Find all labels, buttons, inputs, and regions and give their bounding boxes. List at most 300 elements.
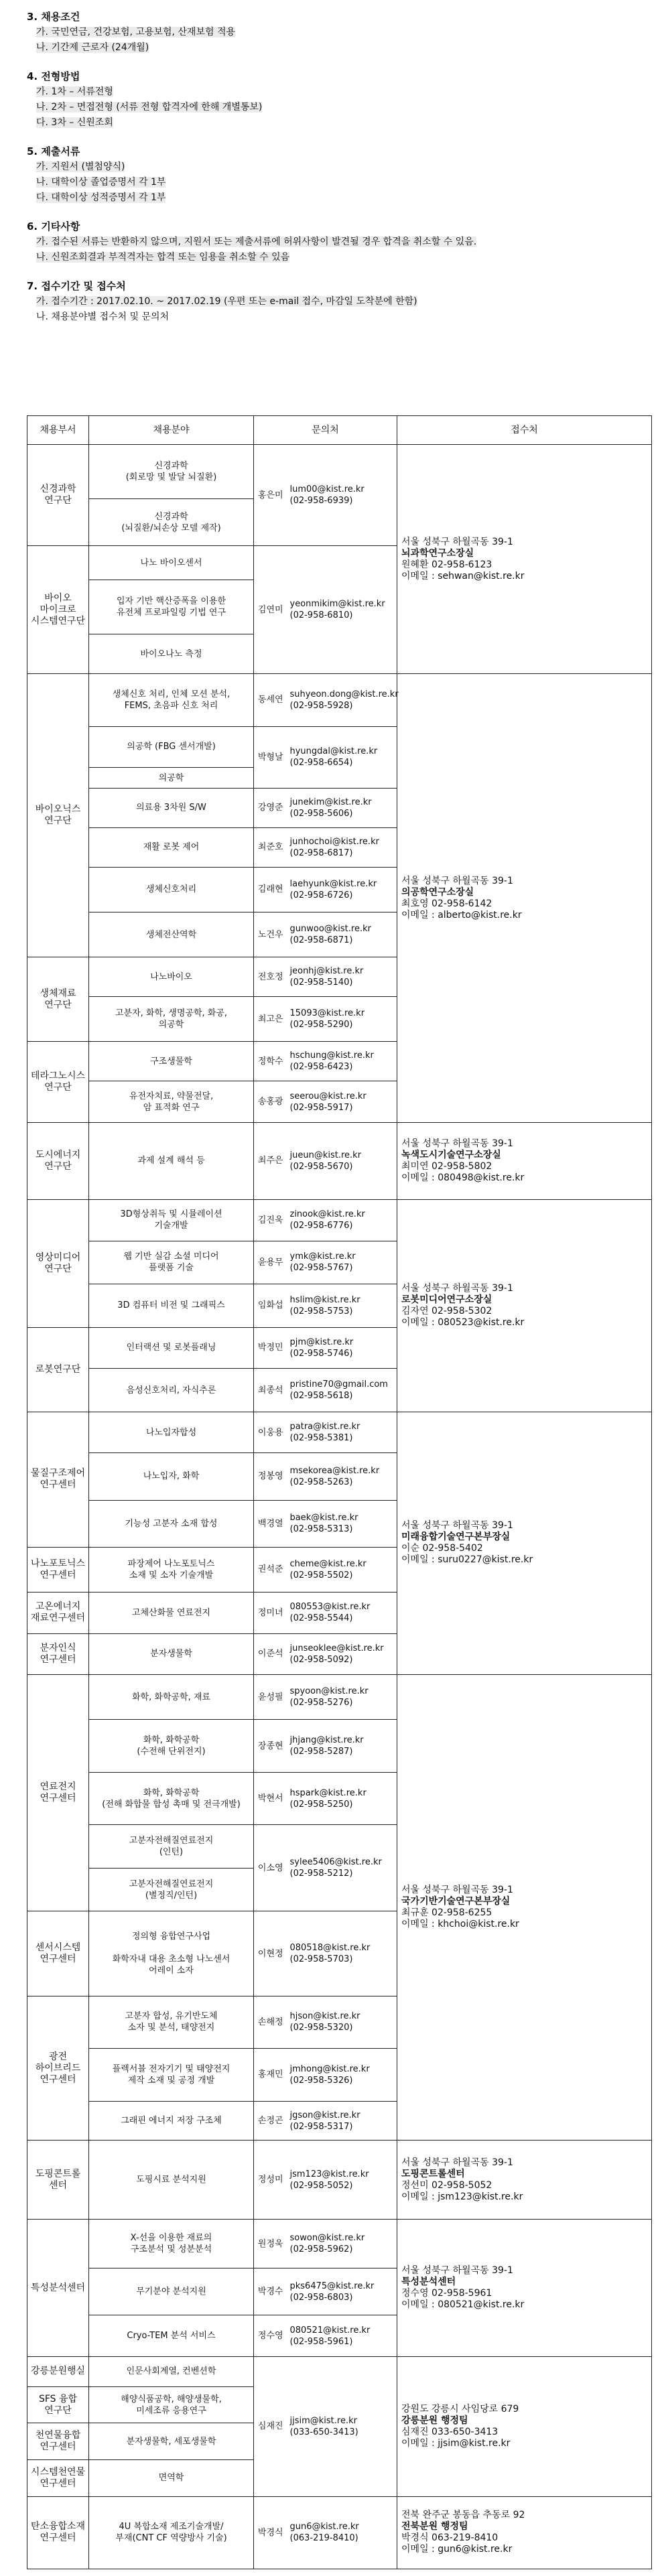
section-line: 가. 지원서 (별첨양식) [36, 161, 125, 172]
contact-phone: (02-958-6939) [289, 496, 353, 506]
dept-name: 특성분석센터 [27, 2220, 89, 2357]
contact-info [287, 1500, 397, 1547]
receiving-place [397, 2220, 652, 2357]
recruit-field: 생체신호처리 [89, 867, 254, 912]
section-title: 7. 접수기간 및 접수처 [27, 280, 126, 292]
place-person: 박경식 063-219-8410 [401, 2532, 499, 2544]
contact-name: 이소영 [254, 1825, 287, 1911]
section-application [27, 279, 643, 325]
recruit-field: 과제 설계 해석 등 [89, 1123, 254, 1200]
contact-email[interactable]: laehyunk@kist.re.kr [289, 878, 377, 889]
dept-name: 도시에너지 연구단 [27, 1123, 89, 1200]
contact-name: 최고은 [254, 997, 287, 1042]
contact-email[interactable]: junhochoi@kist.re.kr [289, 836, 379, 847]
header-dept: 채용부서 [27, 416, 89, 445]
contact-info [287, 674, 397, 727]
contact-phone: (02-958-5670) [289, 1161, 353, 1172]
contact-name: 정미녀 [254, 1592, 287, 1633]
contact-phone: (02-958-5092) [289, 1654, 353, 1665]
dept-name: 시스템천연물 연구센터 [27, 2460, 89, 2497]
section-line: 가. 접수기간 : 2017.02.10. ~ 2017.02.19 (우편 또는 e-mail 접수, 마감일 도착분에 한함) [36, 296, 417, 307]
contact-email[interactable]: spyoon@kist.re.kr [289, 1686, 369, 1697]
contact-name: 노건우 [254, 912, 287, 957]
recruit-field: 기능성 고분자 소재 합성 [89, 1500, 254, 1547]
section-title: 5. 제출서류 [27, 145, 80, 157]
place-org: 의공학연구소장실 [401, 886, 474, 898]
dept-name: 로봇연구단 [27, 1327, 89, 1412]
table-header-row [27, 416, 652, 445]
contact-info [287, 867, 397, 912]
contact-email[interactable]: jhjang@kist.re.kr [289, 1735, 364, 1746]
place-person: 심재진 033-650-3413 [401, 2426, 499, 2437]
place-org: 녹색도시기술연구소장실 [401, 1149, 501, 1160]
contact-info [287, 1284, 397, 1327]
table-row [27, 1412, 652, 1453]
dept-name: 테라그노시스 연구단 [27, 1042, 89, 1123]
dept-name: 바이오 마이크로 시스템연구단 [27, 546, 89, 674]
section-line: 가. 국민연금, 건강보험, 고용보험, 산재보험 적용 [36, 27, 236, 38]
contact-email[interactable]: lum00@kist.re.kr [289, 484, 365, 495]
dept-name: 바이오닉스 연구단 [27, 674, 89, 957]
section-line: 다. 3차 – 신원조회 [36, 117, 113, 128]
contact-name: 이준석 [254, 1633, 287, 1675]
table-body [27, 445, 652, 2569]
contact-info [287, 1675, 397, 1720]
place-person: 정선미 02-958-5052 [401, 2179, 492, 2191]
contact-email[interactable]: junekim@kist.re.kr [289, 797, 372, 807]
contact-email[interactable]: pks6475@kist.re.kr [289, 2281, 375, 2291]
dept-name: 광전 하이브리드 연구센터 [27, 1996, 89, 2141]
dept-name: 나노포토닉스 연구센터 [27, 1547, 89, 1592]
contact-name: 이현정 [254, 1911, 287, 1996]
contact-phone: (02-958-6423) [289, 1062, 353, 1073]
place-person: 이순 02-958-5402 [401, 1543, 483, 1554]
contact-phone: (02-958-5703) [289, 1954, 353, 1965]
contact-name: 심재진 [254, 2356, 287, 2496]
recruit-field: 고분자 합성, 유기반도체 소자 및 분석, 태양전지 [89, 1996, 254, 2049]
contact-info [287, 2315, 397, 2357]
contact-phone: (02-958-5317) [289, 2121, 353, 2132]
table-row [27, 1675, 652, 1720]
place-address: 서울 성북구 하월곡동 39-1 [401, 1138, 513, 1149]
table-row [27, 2496, 652, 2569]
table-row [27, 2220, 652, 2268]
contact-name: 동세연 [254, 674, 287, 727]
contact-phone: (02-958-5381) [289, 1433, 353, 1444]
contact-phone: (02-958-6817) [289, 848, 353, 858]
contact-phone: (02-958-5502) [289, 1570, 353, 1580]
contact-name: 윤성필 [254, 1675, 287, 1720]
contact-info [287, 1592, 397, 1633]
contact-phone: (02-958-5753) [289, 1306, 353, 1316]
place-org: 특성분석센터 [401, 2277, 456, 2288]
contact-name: 정봉영 [254, 1453, 287, 1500]
place-org: 뇌과학연구소장실 [401, 547, 474, 559]
dept-name: 천연물융합 연구센터 [27, 2423, 89, 2460]
recruit-field: 4U 복합소재 제조기술개발/ 부재(CNT CF 역량방사 기술) [89, 2496, 254, 2569]
contact-email[interactable]: seerou@kist.re.kr [289, 1091, 367, 1101]
contact-info [287, 2049, 397, 2102]
contact-phone: (02-958-6726) [289, 890, 353, 900]
contact-name: 손해정 [254, 1996, 287, 2049]
place-person: 최호영 02-958-6142 [401, 898, 492, 909]
place-address: 서울 성북구 하월곡동 39-1 [401, 536, 513, 547]
section-title: 6. 기타사항 [27, 220, 80, 232]
contact-info [287, 1081, 397, 1123]
receiving-place [397, 2141, 652, 2220]
contact-email[interactable]: baek@kist.re.kr [289, 1513, 358, 1523]
contact-info [287, 1825, 397, 1911]
contact-email[interactable]: 15093@kist.re.kr [289, 1008, 365, 1019]
dept-name: 연료전지 연구센터 [27, 1675, 89, 1911]
contact-phone: (02-958-5290) [289, 1020, 353, 1030]
contact-email[interactable]: sowon@kist.re.kr [289, 2233, 365, 2244]
contact-info [287, 827, 397, 867]
contact-email[interactable]: msekorea@kist.re.kr [289, 1465, 380, 1476]
recruit-field: 나노바이오 [89, 957, 254, 997]
table-row [27, 2141, 652, 2220]
contact-info [287, 2496, 397, 2569]
contact-info [287, 2101, 397, 2141]
place-email[interactable]: 이메일 : 080521@kist.re.kr [401, 2299, 525, 2311]
contact-info [287, 1042, 397, 1081]
contact-email[interactable]: yeonmikim@kist.re.kr [289, 599, 385, 610]
contact-info [287, 1241, 397, 1284]
table-row [27, 1199, 652, 1241]
section-line: 나. 대학이상 졸업증명서 각 1부 [36, 177, 166, 188]
contact-info [287, 726, 397, 789]
contact-email[interactable]: zinook@kist.re.kr [289, 1209, 365, 1220]
contact-phone: (02-958-5767) [289, 1263, 353, 1274]
contact-info [287, 1327, 397, 1369]
place-address: 강원도 강릉시 사임당로 679 [401, 2403, 519, 2415]
place-email[interactable]: 이메일 : gun6@kist.re.kr [401, 2544, 513, 2555]
contact-info [287, 1412, 397, 1453]
table-row [27, 445, 652, 499]
contact-phone: (02-958-5928) [289, 700, 353, 711]
section-title: 3. 채용조건 [27, 11, 80, 23]
dept-name: 신경과학 연구단 [27, 445, 89, 546]
contact-info [287, 1720, 397, 1773]
contact-email[interactable]: 080518@kist.re.kr [289, 1943, 371, 1954]
place-org: 로봇미디어연구소장실 [401, 1294, 492, 1305]
contact-name: 홍재민 [254, 2049, 287, 2102]
recruit-field: 고분자, 화학, 생명공학, 화공, 의공학 [89, 997, 254, 1042]
place-address: 서울 성북구 하월곡동 39-1 [401, 1520, 513, 1532]
recruit-field: X-선을 이용한 재료의 구조분석 및 성분분석 [89, 2220, 254, 2268]
contact-name: 김래현 [254, 867, 287, 912]
place-email[interactable]: 이메일 : suru0227@kist.re.kr [401, 1554, 533, 1566]
contact-name: 윤용무 [254, 1241, 287, 1284]
place-email[interactable]: 이메일 : jjsim@kist.re.kr [401, 2437, 511, 2449]
section-line: 나. 2차 – 면접전형 (서류 전형 합격자에 한해 개별통보) [36, 102, 263, 113]
section-line: 나. 채용분야별 접수처 및 문의처 [36, 312, 170, 322]
contact-name: 박현서 [254, 1772, 287, 1825]
dept-name: 물질구조제어 연구센터 [27, 1412, 89, 1547]
contact-phone: (02-958-5287) [289, 1747, 353, 1757]
place-org: 미래융합기술연구본부장실 [401, 1532, 511, 1543]
contact-phone: (02-958-6654) [289, 758, 353, 768]
contact-info [287, 546, 397, 674]
contact-name: 장종현 [254, 1720, 287, 1773]
place-email[interactable]: 이메일 : alberto@kist.re.kr [401, 909, 522, 921]
section-line: 다. 대학이상 성적증명서 각 1부 [36, 192, 166, 203]
contact-name: 정학수 [254, 1042, 287, 1081]
recruit-field: 나노입자, 화학 [89, 1453, 254, 1500]
dept-name: 강릉분원행실 [27, 2356, 89, 2386]
place-email[interactable]: 이메일 : 080523@kist.re.kr [401, 1316, 525, 1328]
contact-email[interactable]: 080553@kist.re.kr [289, 1602, 371, 1613]
section-line: 가. 접수된 서류는 반환하지 않으며, 지원서 또는 제출서류에 허위사항이 발견될 경우 합격을 취소할 수 있음. [36, 236, 477, 247]
section-title: 4. 전형방법 [27, 70, 80, 82]
recruit-field: 바이오나노 측정 [89, 634, 254, 674]
recruit-field: 그래핀 에너지 저장 구조체 [89, 2101, 254, 2141]
place-org: 강릉분원 행정팀 [401, 2415, 468, 2426]
place-address: 서울 성북구 하월곡동 39-1 [401, 2265, 513, 2277]
section-selection [27, 69, 643, 131]
contact-name: 정성미 [254, 2141, 287, 2220]
recruit-field: 무기분야 분석지원 [89, 2268, 254, 2315]
contact-name: 박형날 [254, 726, 287, 789]
place-email[interactable]: 이메일 : jsm123@kist.re.kr [401, 2191, 523, 2202]
recruit-field: 플렉서블 전자기기 및 태양전지 제작 소재 및 공정 개발 [89, 2049, 254, 2102]
receiving-place [397, 2356, 652, 2496]
place-person: 김자연 02-958-5302 [401, 1305, 492, 1316]
contact-email[interactable]: jeonhj@kist.re.kr [289, 966, 364, 977]
contact-email[interactable]: cheme@kist.re.kr [289, 1558, 367, 1569]
recruitment-table [27, 415, 652, 2569]
recruit-field: 화학, 화학공학, 재료 [89, 1675, 254, 1720]
recruit-field: 생체전산역학 [89, 912, 254, 957]
contact-email[interactable]: jueun@kist.re.kr [289, 1150, 362, 1160]
recruit-field: 도핑시료 분석지원 [89, 2141, 254, 2220]
contact-info [287, 1123, 397, 1200]
contact-name: 전호정 [254, 957, 287, 997]
section-line: 나. 기간제 근로자 (24개월) [36, 42, 149, 53]
recruit-field: 유전자치료, 약물전달, 암 표적화 연구 [89, 1081, 254, 1123]
receiving-place [397, 674, 652, 1123]
place-person: 정수영 02-958-5961 [401, 2288, 492, 2299]
recruit-field: 의공학 [89, 768, 254, 789]
recruit-field: 재활 로봇 제어 [89, 827, 254, 867]
contact-info [287, 2356, 397, 2496]
contact-phone: (02-958-6803) [289, 2292, 353, 2303]
recruit-field: 화학, 화학공학 (전해 화합물 합성 촉매 및 전극개발) [89, 1772, 254, 1825]
contact-email[interactable]: gunwoo@kist.re.kr [289, 924, 371, 935]
recruit-field: 3D형상취득 및 시뮬레이션 기술개발 [89, 1199, 254, 1241]
section-conditions [27, 9, 643, 56]
dept-name: 센서시스템 연구센터 [27, 1911, 89, 1996]
contact-phone: (02-958-5917) [289, 1102, 353, 1113]
contact-phone: (02-958-5140) [289, 977, 353, 988]
dept-name: 생체재료 연구단 [27, 957, 89, 1042]
contact-email[interactable]: hyungdal@kist.re.kr [289, 746, 378, 757]
receiving-place [397, 1123, 652, 1200]
contact-name: 정수영 [254, 2315, 287, 2357]
contact-email[interactable]: jjsim@kist.re.kr [289, 2415, 357, 2426]
recruit-field: 의료용 3차원 S/W [89, 789, 254, 828]
recruit-field: 고분자전해질연료전지 (인턴) [89, 1825, 254, 1868]
dept-name: 고온에너지 재료연구센터 [27, 1592, 89, 1633]
contact-email[interactable]: jmhong@kist.re.kr [289, 2063, 370, 2074]
receiving-place [397, 445, 652, 674]
recruit-field: 분자생물학, 세포생물학 [89, 2423, 254, 2460]
recruit-field: 음성신호처리, 자식추론 [89, 1369, 254, 1412]
contact-phone: (02-958-6776) [289, 1221, 353, 1231]
recruit-field: 나노 바이오센서 [89, 546, 254, 580]
contact-phone: (02-958-6871) [289, 935, 353, 946]
contact-name: 최주은 [254, 1123, 287, 1200]
recruit-field: 입자 기반 핵산증폭을 이용한 유전체 프로파일링 기법 연구 [89, 580, 254, 634]
contact-name: 김진욱 [254, 1199, 287, 1241]
recruit-field: 분자생물학 [89, 1633, 254, 1675]
header-contact: 문의처 [254, 416, 397, 445]
place-org: 국가기반기술연구본부장실 [401, 1896, 511, 1907]
contact-name: 권석준 [254, 1547, 287, 1592]
contact-email[interactable]: pristine70@gmail.com [289, 1379, 388, 1389]
contact-info [287, 912, 397, 957]
contact-email[interactable]: junseoklee@kist.re.kr [289, 1643, 384, 1653]
contact-info [287, 1772, 397, 1825]
contact-email[interactable]: jgson@kist.re.kr [289, 2110, 360, 2120]
contact-name: 이웅용 [254, 1412, 287, 1453]
contact-phone: (02-958-5326) [289, 2075, 353, 2086]
contact-info [287, 1199, 397, 1241]
contact-phone: (02-958-5263) [289, 1477, 353, 1487]
recruit-field: Cryo-TEM 분석 서비스 [89, 2315, 254, 2357]
contact-name: 박정민 [254, 1327, 287, 1369]
place-org: 도핑콘트롤센터 [401, 2168, 465, 2179]
contact-name: 김연미 [254, 546, 287, 674]
contact-phone: (02-958-5052) [289, 2180, 353, 2191]
recruit-field: 고체산화물 연료전지 [89, 1592, 254, 1633]
contact-info [287, 1547, 397, 1592]
contact-phone: (033-650-3413) [289, 2427, 358, 2437]
place-email[interactable]: 이메일 : khchoi@kist.re.kr [401, 1919, 519, 1930]
receiving-place [397, 1199, 652, 1412]
contact-name: 임화섭 [254, 1284, 287, 1327]
section-line: 나. 신원조회결과 부적격자는 합격 또는 임용을 취소할 수 있음 [36, 252, 290, 263]
recruit-field: 의공학 (FBG 센서개발) [89, 726, 254, 768]
contact-email[interactable]: hjson@kist.re.kr [289, 2011, 360, 2022]
contact-info [287, 1633, 397, 1675]
contact-email[interactable]: patra@kist.re.kr [289, 1422, 360, 1432]
place-address: 서울 성북구 하월곡동 39-1 [401, 875, 513, 886]
recruit-field: 고분자전해질연료전지 (별정직/인턴) [89, 1868, 254, 1911]
contact-name: 박경식 [254, 2496, 287, 2569]
table-row [27, 2356, 652, 2386]
contact-phone: (02-958-5276) [289, 1698, 353, 1708]
contact-phone: (02-958-5961) [289, 2336, 353, 2347]
contact-phone: (02-958-5320) [289, 2023, 353, 2033]
section-line: 가. 1차 – 서류전형 [36, 86, 113, 97]
contact-email[interactable]: hslim@kist.re.kr [289, 1294, 360, 1305]
place-person: 원혜환 02-958-6123 [401, 559, 492, 570]
recruit-field: 생체신호 처리, 인체 모션 분석, FEMS, 초음파 신호 처리 [89, 674, 254, 727]
place-person: 최규훈 02-958-6255 [401, 1907, 492, 1919]
contact-info [287, 789, 397, 828]
dept-name: 탄소융합소재 연구센터 [27, 2496, 89, 2569]
place-address: 서울 성북구 하월곡동 39-1 [401, 1282, 513, 1294]
contact-info [287, 2220, 397, 2268]
recruit-field: 웹 기반 실감 소셜 미디어 플랫폼 기술 [89, 1241, 254, 1284]
place-email[interactable]: 이메일 : 080498@kist.re.kr [401, 1172, 525, 1183]
dept-name: 분자인식 연구센터 [27, 1633, 89, 1675]
contact-name: 강영준 [254, 789, 287, 828]
section-notes [27, 219, 643, 265]
recruit-field: 화학, 화학공학 (수전해 단위전지) [89, 1720, 254, 1773]
contact-email[interactable]: ymk@kist.re.kr [289, 1251, 356, 1262]
contact-email[interactable]: hspark@kist.re.kr [289, 1787, 367, 1798]
contact-email[interactable]: suhyeon.dong@kist.re.kr [289, 689, 399, 699]
recruit-field: 해양식품공학, 해양생물학, 미세조류 응용연구 [89, 2386, 254, 2423]
contact-phone: (02-958-5313) [289, 1524, 353, 1535]
contact-phone: (02-958-5618) [289, 1391, 353, 1401]
place-person: 최미연 02-958-5802 [401, 1160, 492, 1172]
recruit-field: 나노입자합성 [89, 1412, 254, 1453]
contact-email[interactable]: pjm@kist.re.kr [289, 1337, 354, 1347]
contact-phone: (02-958-5606) [289, 808, 353, 819]
header-place: 접수처 [397, 416, 652, 445]
contact-name: 최종석 [254, 1369, 287, 1412]
contact-email[interactable]: gun6@kist.re.kr [289, 2522, 359, 2532]
contact-name: 박경수 [254, 2268, 287, 2315]
section-documents [27, 144, 643, 206]
place-address: 서울 성북구 하월곡동 39-1 [401, 1885, 513, 1896]
contact-name: 최준호 [254, 827, 287, 867]
receiving-place [397, 1412, 652, 1674]
contact-name: 송홍광 [254, 1081, 287, 1123]
contact-name: 원정욱 [254, 2220, 287, 2268]
contact-info [287, 997, 397, 1042]
dept-name: SFS 융합 연구단 [27, 2386, 89, 2423]
recruit-field: 파장제어 나노포토닉스 소재 및 소자 기술개발 [89, 1547, 254, 1592]
contact-phone: (02-958-6810) [289, 610, 353, 621]
place-email[interactable]: 이메일 : sehwan@kist.re.kr [401, 570, 525, 582]
contact-phone: (02-958-5962) [289, 2244, 353, 2255]
contact-email[interactable]: sylee5406@kist.re.kr [289, 1857, 382, 1868]
place-org: 전북분원 행정팀 [401, 2521, 468, 2532]
dept-name: 영상미디어 연구단 [27, 1199, 89, 1327]
recruit-field: 정의형 융합연구사업 화학자내 대용 초소형 나노센서 어레이 소자 [89, 1911, 254, 1996]
receiving-place [397, 2496, 652, 2569]
contact-phone: (063-219-8410) [289, 2533, 358, 2544]
contact-email[interactable]: 080521@kist.re.kr [289, 2325, 371, 2335]
recruit-field: 인터랙션 및 로봇플래닝 [89, 1327, 254, 1369]
dept-name: 도핑콘트롤 센터 [27, 2141, 89, 2220]
place-address: 서울 성북구 하월곡동 39-1 [401, 2157, 513, 2168]
header-field: 채용분야 [89, 416, 254, 445]
contact-info [287, 1911, 397, 1996]
recruit-field: 인문사회계열, 컨벤션학 [89, 2356, 254, 2386]
contact-email[interactable]: hschung@kist.re.kr [289, 1050, 374, 1061]
contact-phone: (02-958-5544) [289, 1613, 353, 1624]
contact-phone: (02-958-5746) [289, 1348, 353, 1359]
table-row [27, 1123, 652, 1200]
place-address: 전북 완주군 봉동읍 추동로 92 [401, 2510, 525, 2521]
contact-info [287, 1996, 397, 2049]
recruit-field: 신경과학 (뇌질환/뇌손상 모델 제작) [89, 499, 254, 546]
recruit-field: 면역학 [89, 2460, 254, 2497]
contact-name: 백경열 [254, 1500, 287, 1547]
contact-info [287, 1369, 397, 1412]
contact-email[interactable]: jsm123@kist.re.kr [289, 2169, 369, 2179]
document-header-sections [27, 9, 643, 338]
recruit-field: 신경과학 (회로망 및 발달 뇌질환) [89, 445, 254, 499]
contact-name: 손정곤 [254, 2101, 287, 2141]
contact-info [287, 2268, 397, 2315]
receiving-place [397, 1675, 652, 2141]
